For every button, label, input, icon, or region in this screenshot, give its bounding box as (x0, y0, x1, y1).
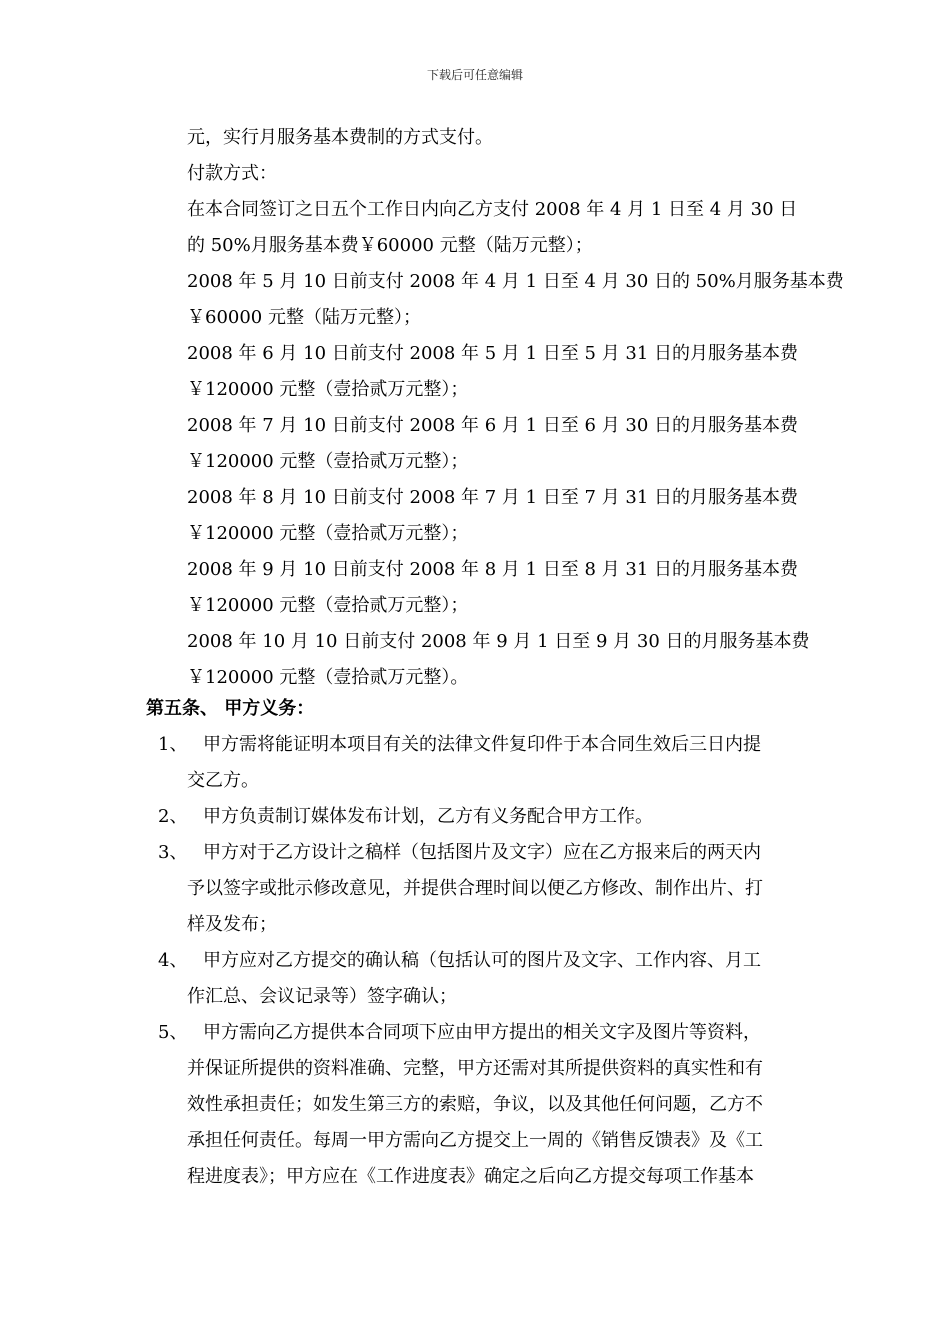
item-number: 1、 (158, 734, 188, 755)
payment-line: 付款方式： (187, 163, 277, 184)
payment-line: 2008 年 6 月 10 日前支付 2008 年 5 月 1 日至 5 月 31 日的月服务基本费 (187, 343, 799, 364)
page-header: 下载后可任意编辑 (426, 68, 523, 82)
item-text-line: 予以签字或批示修改意见，并提供合理时间以便乙方修改、制作出片、打 (187, 878, 763, 899)
item-text-line: 甲方需向乙方提供本合同项下应由甲方提出的相关文字及图片等资料， (203, 1022, 761, 1043)
item-text-line: 样及发布； (187, 914, 277, 935)
item-text-line: 程进度表》；甲方应在《工作进度表》确定之后向乙方提交每项工作基本 (187, 1166, 754, 1187)
item-number: 5、 (158, 1022, 188, 1043)
item-text-line: 甲方对于乙方设计之稿样（包括图片及文字）应在乙方报来后的两天内 (203, 842, 761, 863)
item-number: 4、 (158, 950, 188, 971)
item-text-line: 作汇总、会议记录等）签字确认； (187, 986, 457, 1007)
payment-line: 在本合同签订之日五个工作日内向乙方支付 2008 年 4 月 1 日至 4 月 30 日 (187, 199, 798, 220)
payment-line: ￥120000 元整（壹拾贰万元整）。 (187, 667, 469, 688)
item-number: 3、 (158, 842, 188, 863)
payment-line: ￥60000 元整（陆万元整）； (187, 307, 421, 328)
payment-line: ￥120000 元整（壹拾贰万元整）； (187, 451, 469, 472)
item-text-line: 效性承担责任；如发生第三方的索赔，争议，以及其他任何问题，乙方不 (187, 1094, 763, 1115)
payment-line: 2008 年 7 月 10 日前支付 2008 年 6 月 1 日至 6 月 30 日的月服务基本费 (187, 415, 799, 436)
payment-line: 2008 年 10 月 10 日前支付 2008 年 9 月 1 日至 9 月 30 日的月服务基本费 (187, 631, 810, 652)
item-number: 2、 (158, 806, 188, 827)
payment-line: 2008 年 8 月 10 日前支付 2008 年 7 月 1 日至 7 月 31 日的月服务基本费 (187, 487, 799, 508)
payment-line: 2008 年 5 月 10 日前支付 2008 年 4 月 1 日至 4 月 30 日的 50%月服务基本费 (187, 271, 844, 292)
item-text-line: 承担任何责任。每周一甲方需向乙方提交上一周的《销售反馈表》及《工 (187, 1130, 763, 1151)
item-text-line: 甲方应对乙方提交的确认稿（包括认可的图片及文字、工作内容、月工 (203, 950, 761, 971)
payment-line: 2008 年 9 月 10 日前支付 2008 年 8 月 1 日至 8 月 31 日的月服务基本费 (187, 559, 799, 580)
item-text-line: 甲方需将能证明本项目有关的法律文件复印件于本合同生效后三日内提 (203, 734, 761, 755)
payment-line: ￥120000 元整（壹拾贰万元整）； (187, 523, 469, 544)
payment-line: 元，实行月服务基本费制的方式支付。 (187, 127, 493, 148)
section-title: 第五条、 甲方义务： (146, 698, 315, 719)
payment-line: ￥120000 元整（壹拾贰万元整）； (187, 379, 469, 400)
payment-line: ￥120000 元整（壹拾贰万元整）； (187, 595, 469, 616)
item-text-line: 交乙方。 (187, 770, 259, 791)
item-text-line: 并保证所提供的资料准确、完整，甲方还需对其所提供资料的真实性和有 (187, 1058, 763, 1079)
payment-line: 的 50%月服务基本费￥60000 元整（陆万元整）； (187, 235, 593, 256)
item-text-line: 甲方负责制订媒体发布计划，乙方有义务配合甲方工作。 (203, 806, 653, 827)
